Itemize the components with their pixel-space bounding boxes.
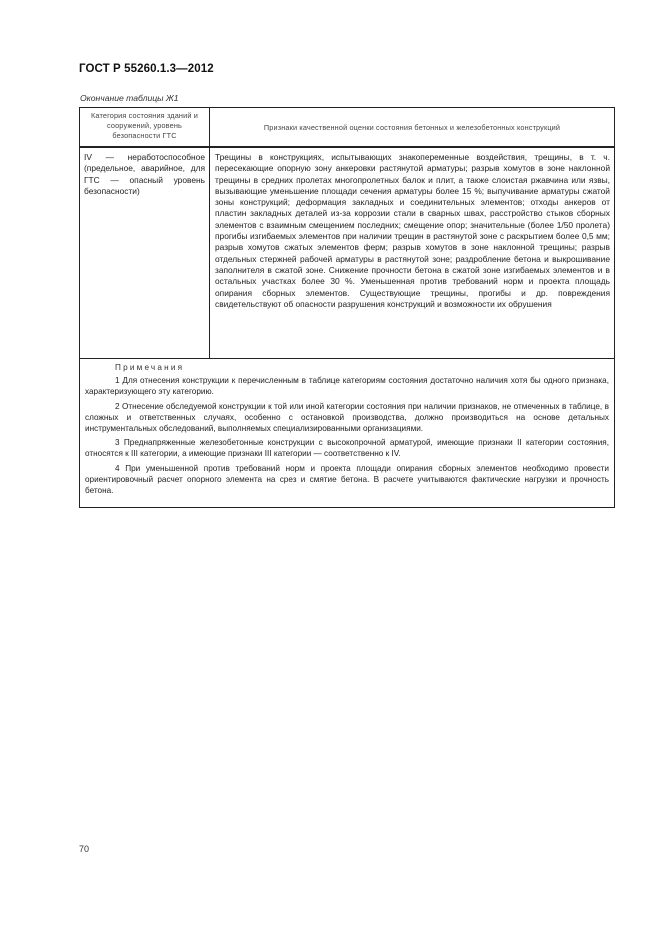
note-4: 4 При уменьшенной против требований норм и проекта площади опирания сборных элементов необходимо провести ориентировочный расчет опорного элемента на срез и смятие бетона. В расчете учитываются фактические нагрузки и прочность бетона.	[85, 463, 609, 496]
note-3: 3 Преднапряженные железобетонные конструкции с высокопрочной арматурой, имеющие признаки II категории состояния, относятся к III категории, а имеющие признаки III категории — соответственно к IV.	[85, 438, 609, 459]
table-caption: Окончание таблицы Ж1	[80, 93, 179, 103]
notes-title: Примечания	[115, 363, 185, 372]
document-title: ГОСТ Р 55260.1.3—2012	[79, 63, 214, 75]
column-header-category: Категория состояния зданий и сооружений, уровень безопасности ГТС	[80, 108, 210, 146]
assessment-table	[79, 107, 615, 508]
column-header-signs: Признаки качественной оценки состояния бетонных и железобетонных конструкций	[263, 122, 561, 132]
cell-signs: Трещины в конструкциях, испытывающих знакопеременные воздействия, трещины, в т. ч. пересекающие опорную зону анкеровки растянутой арматуры; разрыв хомутов в зоне наклонной трещины в средних пролетах многопролетных балок и плит, а также слоистая ржавчина или язвы, вызывающие уменьшение площади сечения арматуры более 15 %; выпучивание арматуры сжатой зоны конструкций; деформация закладных и соединительных элементов; отходы анкеров от пластин закладных деталей из-за коррозии стали в сварных швах, расстройство стыков сборных элементов с взаимным смещением последних; смещение опор; значительные (более 1/50 пролета) прогибы изгибаемых элементов при наличии трещин в растянутой зоне с раскрытием более 0,5 мм; разрыв хомутов сжатых элементов ферм; разрыв хомутов в зоне наклонной трещины; разрыв отдельных стержней рабочей арматуры в растянутой зоне; раздробление бетона и выкрошивание заполнителя в сжатой зоне. Снижение прочности бетона в сжатой зоне изгибаемых элементов и в остальных участках более 30 %. Уменьшенная против требований норм и проекта площадь опирания сборных элементов. Существующие трещины, прогибы и др. повреждения свидетельствуют об опасности разрушения конструкций и возможности их обрушения	[215, 152, 610, 309]
note-1: 1 Для отнесения конструкции к перечисленным в таблице категориям состояния достаточно наличия хотя бы одного признака, характеризующего эту категорию.	[85, 376, 609, 397]
page-number: 70	[79, 844, 90, 854]
note-2: 2 Отнесение обследуемой конструкции к той или иной категории состояния при наличии признаков, не отмеченных в таблице, в сложных и ответственных случаях, особенно с остановкой производства, должно производиться на основе детальных инструментальных обследований, выполняемых специализированными организациями.	[85, 401, 609, 434]
cell-category: IV — неработоспособное (предельное, аварийное, для ГТС — опасный уровень безопасности)	[80, 148, 210, 358]
table-row	[80, 148, 614, 359]
table-notes	[80, 359, 614, 507]
table-header-row	[80, 108, 614, 148]
